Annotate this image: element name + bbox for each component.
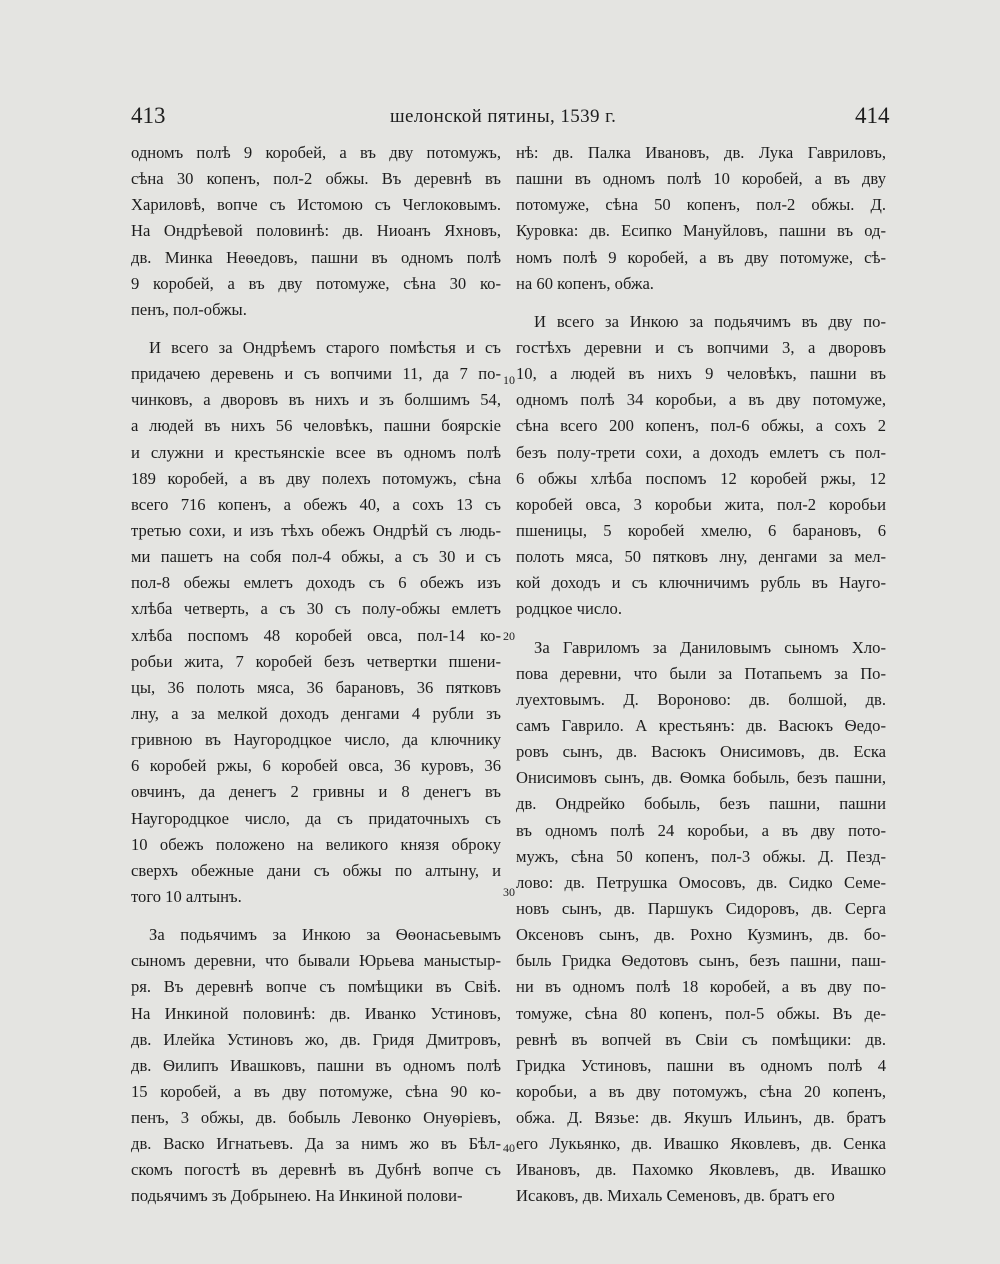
- text-line: третью сохи, и изъ тѣхъ обежъ Ондрѣй съ людь-: [131, 520, 501, 540]
- text-line: ровъ сынъ, дв. Васюкъ Онисимовъ, дв. Еска: [516, 742, 886, 762]
- text-line: сѣна всего 200 копенъ, пол-6 обжы, а сохъ 2: [516, 416, 886, 436]
- text-line: коробей овса, 3 коробьи жита, пол-2 коробьи: [516, 494, 886, 514]
- text-line: дв. Минка Неѳедовъ, пашни въ одномъ полѣ: [131, 247, 501, 267]
- text-line: ми пашетъ на собя пол-4 обжы, а съ 30 и съ: [131, 547, 501, 567]
- text-line: обжа. Д. Вязье: дв. Якушъ Ильинъ, дв. братъ: [516, 1108, 886, 1128]
- text-line: пова деревни, что были за Потапьемъ за По-: [516, 663, 886, 683]
- text-line: ревнѣ въ вопчей въ Свіи съ помѣщики: дв.: [516, 1029, 886, 1049]
- line-number-10: 10: [503, 373, 515, 387]
- page-number-left: 413: [131, 103, 166, 128]
- text-line: Онисимовъ сынъ, дв. Ѳомка бобыль, безъ пашни,: [516, 768, 886, 788]
- text-line: гостѣхъ деревни и съ вопчими 3, а дворовъ: [516, 337, 886, 357]
- paragraph-gap: [131, 323, 501, 335]
- text-line: пенъ, 3 обжы, дв. бобыль Левонко Онуѳріевъ,: [131, 1108, 501, 1128]
- right-column: [516, 140, 886, 1210]
- text-line: И всего за Ондрѣемъ старого помѣстья и съ: [149, 337, 501, 357]
- text-line: придачею деревень и съ вопчими 11, да 7 по-: [131, 364, 501, 384]
- text-line: пол-8 обежы емлетъ доходъ съ 6 обежъ изъ: [131, 573, 501, 593]
- text-line: овчинъ, да денегъ 2 гривны и 8 денегъ въ: [131, 782, 501, 802]
- text-line: сыномъ деревни, что бывали Юрьева маныстыр-: [131, 951, 501, 971]
- text-line: пашни въ одномъ полѣ 10 коробей, а въ дву: [516, 169, 886, 189]
- text-line: его Лукьянко, дв. Ивашко Яковлевъ, дв. Сенка: [516, 1134, 886, 1154]
- text-line: ря. Въ деревнѣ вопче съ помѣщики въ Свіѣ.: [131, 977, 501, 997]
- text-line: луехтовымъ. Д. Вороново: дв. болшой, дв.: [516, 689, 886, 709]
- text-line: коробьи, а въ дву потомужъ, сѣна 20 копенъ,: [516, 1081, 886, 1101]
- text-line: дв. Ѳилипъ Ивашковъ, пашни въ одномъ полѣ: [131, 1055, 501, 1075]
- text-line: 15 коробей, а въ дву потомуже, сѣна 90 ко-: [131, 1081, 501, 1101]
- text-line: Исаковъ, дв. Михаль Семеновъ, дв. братъ его: [516, 1186, 835, 1206]
- text-line: томуже, сѣна 80 копенъ, пол-5 обжы. Въ де-: [516, 1003, 886, 1023]
- text-line: кой доходъ и съ ключничимъ рубль въ Науго-: [516, 573, 886, 593]
- text-line: ни въ одномъ полѣ 18 коробей, а въ дву по-: [516, 977, 886, 997]
- text-line: Гридка Устиновъ, пашни въ одномъ полѣ 4: [516, 1055, 886, 1075]
- paragraph: [516, 140, 886, 297]
- text-line: гривною въ Наугородцкое число, да ключнику: [131, 730, 501, 750]
- text-line: одномъ полѣ 34 коробьи, а въ дву потомуже,: [516, 390, 886, 410]
- text-line: чинковъ, а дворовъ въ нихъ и зъ болшимъ 54,: [131, 390, 501, 410]
- text-line: дв. Васко Игнатьевъ. Да за нимъ жо въ Бѣл-: [131, 1134, 501, 1154]
- page-header: [0, 103, 1000, 139]
- text-line: Наугородцкое число, да съ придаточныхъ съ: [131, 808, 501, 828]
- text-line: На Инкиной половинѣ: дв. Иванко Устиновъ,: [131, 1003, 501, 1023]
- text-line: подьячимъ зъ Добрынею. На Инкиной полови-: [131, 1186, 463, 1206]
- text-line: И всего за Инкою за подьячимъ въ дву по-: [534, 311, 886, 331]
- text-line: За подьячимъ за Инкою за Ѳѳонасьевымъ: [149, 925, 501, 945]
- paragraph: [131, 922, 501, 1210]
- left-column: [131, 140, 501, 1210]
- text-line: 10 обежъ положено на великого князя оброку: [131, 834, 501, 854]
- paragraph: [516, 309, 886, 623]
- text-line: сверхъ обежные дани съ обжы по алтыну, и: [131, 860, 501, 880]
- text-line: того 10 алтынъ.: [131, 886, 242, 906]
- text-line: хлѣба четверть, а съ 30 съ полу-обжы емлетъ: [131, 599, 501, 619]
- text-line: всего 716 копенъ, а обежъ 40, а сохъ 13 съ: [131, 494, 501, 514]
- text-line: скомъ погостѣ въ деревнѣ въ Дубнѣ вопче съ: [131, 1160, 501, 1180]
- text-line: одномъ полѣ 9 коробей, а въ дву потомужъ,: [131, 143, 501, 162]
- text-line: дв. Ондрейко бобыль, безъ пашни, пашни: [516, 794, 886, 814]
- text-line: 6 обжы хлѣба поспомъ 12 коробей ржы, 12: [516, 468, 886, 488]
- text-line: быль Гридка Ѳедотовъ сынъ, безъ пашни, паш-: [516, 951, 886, 971]
- line-number-40: 40: [503, 1141, 515, 1155]
- paragraph: [131, 140, 501, 323]
- text-line: самъ Гаврило. А крестьянъ: дв. Васюкъ Ѳедо-: [516, 715, 886, 735]
- paragraph-gap: [131, 910, 501, 922]
- text-line: Ивановъ, дв. Пахомко Яковлевъ, дв. Ивашко: [516, 1160, 886, 1180]
- text-line: на 60 копенъ, обжа.: [516, 273, 654, 293]
- line-number-30: 30: [503, 885, 515, 899]
- text-line: робьи жита, 7 коробей безъ четвертки пшени-: [131, 651, 501, 671]
- text-line: дв. Илейка Устиновъ жо, дв. Гридя Дмитровъ,: [131, 1029, 501, 1049]
- text-line: полоть мяса, 50 пятковъ лну, денгами за мел-: [516, 547, 886, 567]
- text-line: лово: дв. Петрушка Омосовъ, дв. Сидко Семе-: [516, 872, 886, 892]
- text-line: Куровка: дв. Есипко Мануйловъ, пашни въ од-: [516, 221, 886, 241]
- text-line: 10, а людей въ нихъ 9 человѣкъ, пашни въ: [516, 364, 886, 384]
- text-line: Оксеновъ сынъ, дв. Рохно Кузминъ, дв. бо-: [516, 925, 886, 945]
- text-line: 9 коробей, а въ дву потомуже, сѣна 30 ко-: [131, 273, 501, 293]
- text-line: безъ полу-трети сохи, а доходъ емлетъ съ пол-: [516, 442, 886, 462]
- text-line: лну, а за мелкой доходъ денгами 4 рубли зъ: [131, 703, 501, 723]
- text-line: и служни и крестьянскіе всее въ одномъ полѣ: [131, 442, 501, 462]
- text-line: 189 коробей, а въ дву полехъ потомужъ, сѣна: [131, 468, 501, 488]
- text-line: На Ондрѣевой половинѣ: дв. Ниоанъ Яхновъ,: [131, 221, 501, 241]
- paragraph: [516, 635, 886, 1210]
- text-line: цы, 36 полоть мяса, 36 барановъ, 36 пятковъ: [131, 677, 501, 697]
- text-line: Хариловѣ, вопче съ Истомою съ Чеглоковымъ.: [131, 195, 501, 215]
- text-line: номъ полѣ 9 коробей, а въ дву потомуже, сѣ-: [516, 247, 886, 267]
- text-line: мужъ, сѣна 50 копенъ, пол-3 обжы. Д. Пезд-: [516, 846, 886, 866]
- text-line: родцкое число.: [516, 599, 622, 619]
- text-line: 6 коробей ржы, 6 коробей овса, 36 куровъ, 36: [131, 756, 501, 776]
- text-line: въ одномъ полѣ 24 коробьи, а въ дву пото-: [516, 820, 886, 840]
- text-line: потомуже, сѣна 50 копенъ, пол-2 обжы. Д.: [516, 195, 886, 215]
- line-number-20: 20: [503, 629, 515, 643]
- page-number-right: 414: [855, 103, 890, 128]
- paragraph-gap: [516, 623, 886, 635]
- text-line: пенъ, пол-обжы.: [131, 299, 247, 319]
- text-line: нѣ: дв. Палка Ивановъ, дв. Лука Гавриловъ,: [516, 143, 886, 162]
- text-line: а людей въ нихъ 56 человѣкъ, пашни боярскіе: [131, 416, 501, 436]
- text-line: За Гавриломъ за Даниловымъ сыномъ Хло-: [534, 637, 886, 657]
- paragraph: [131, 335, 501, 910]
- paragraph-gap: [516, 297, 886, 309]
- running-title: шелонской пятины, 1539 г.: [390, 106, 617, 127]
- text-line: новъ сынъ, дв. Паршукъ Сидоровъ, дв. Серга: [516, 898, 886, 918]
- text-line: сѣна 30 копенъ, пол-2 обжы. Въ деревнѣ въ: [131, 169, 501, 189]
- text-line: пшеницы, 5 коробей хмелю, 6 барановъ, 6: [516, 520, 886, 540]
- text-line: хлѣба поспомъ 48 коробей овса, пол-14 ко-: [131, 625, 501, 645]
